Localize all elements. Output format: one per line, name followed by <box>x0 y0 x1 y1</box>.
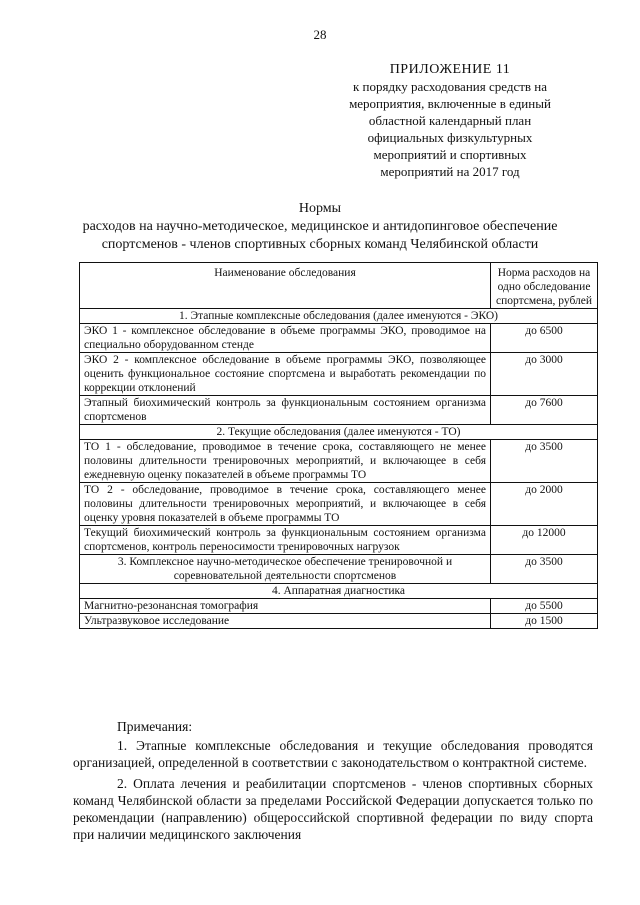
examination-name: ТО 2 - обследование, проводимое в течение срока, составляющего менее половины длительности тренировочных мероприятий, и включающее в себя оценку уровня показателей в объеме программы ТО <box>80 483 491 526</box>
header-norm: Норма расходов на одно обследование спортсмена, рублей <box>491 263 598 309</box>
table-row <box>80 396 598 425</box>
table-row <box>80 526 598 555</box>
section-title: 2. Текущие обследования (далее именуются - ТО) <box>80 425 598 440</box>
examination-name: ЭКО 2 - комплексное обследование в объеме программы ЭКО, позволяющее оценить функциональное состояние спортсмена и выработать рекомендации по коррекции отклонений <box>80 353 491 396</box>
document-subtitle-line: спортсменов - членов спортивных сборных команд Челябинской области <box>101 237 539 252</box>
examination-name: ЭКО 1 - комплексное обследование в объеме программы ЭКО, проводимое на специально оборудованном стенде <box>80 324 491 353</box>
section-title: 1. Этапные комплексные обследования (далее именуются - ЭКО) <box>80 309 598 324</box>
norm-value: до 1500 <box>491 614 598 629</box>
section-title: 4. Аппаратная диагностика <box>80 584 598 599</box>
table-row <box>80 555 598 584</box>
table-row <box>80 614 598 629</box>
examination-name: Текущий биохимический контроль за функциональным состоянием организма спортсменов, контроль переносимости тренировочных нагрузок <box>80 526 491 555</box>
examination-name: 3. Комплексное научно-методическое обеспечение тренировочной и соревновательной деятельности спортсменов <box>80 555 491 584</box>
examination-name: ТО 1 - обследование, проводимое в течение срока, составляющего не менее половины длительности тренировочных мероприятий, и включающее в себя ежедневную оценку показателей в объеме программы ТО <box>80 440 491 483</box>
norm-value: до 7600 <box>491 396 598 425</box>
appendix-title: ПРИЛОЖЕНИЕ 11 <box>389 62 511 77</box>
notes-heading: Примечания: <box>117 719 193 734</box>
appendix-line: мероприятия, включенные в единый <box>349 96 551 111</box>
appendix-line: мероприятий на 2017 год <box>380 164 520 179</box>
appendix-line: областной календарный план <box>368 113 532 128</box>
norm-value: до 3500 <box>491 440 598 483</box>
norms-table <box>79 262 598 629</box>
document-heading: Нормы <box>298 201 342 216</box>
table-row <box>80 483 598 526</box>
appendix-line: мероприятий и спортивных <box>373 147 527 162</box>
table-section-row <box>80 309 598 324</box>
norm-value: до 6500 <box>491 324 598 353</box>
table-row <box>80 353 598 396</box>
table-row <box>80 599 598 614</box>
examination-name: Этапный биохимический контроль за функциональным состоянием организма спортсменов <box>80 396 491 425</box>
table-body <box>80 309 598 629</box>
table-section-row <box>80 584 598 599</box>
notes-section <box>73 718 593 847</box>
table-row <box>80 440 598 483</box>
table-section-row <box>80 425 598 440</box>
appendix-line: официальных физкультурных <box>367 130 533 145</box>
norm-value: до 12000 <box>491 526 598 555</box>
appendix-block <box>330 61 570 180</box>
norm-value: до 3000 <box>491 353 598 396</box>
note-item: 1. Этапные комплексные обследования и текущие обследования проводятся организацией, определенной в соответствии с законодательством о контрактной системе. <box>73 738 593 770</box>
norm-value: до 2000 <box>491 483 598 526</box>
page-number: 28 <box>313 27 327 42</box>
table-row <box>80 324 598 353</box>
norm-value: до 3500 <box>491 555 598 584</box>
examination-name: Магнитно-резонансная томография <box>80 599 491 614</box>
table-header-row <box>80 263 598 309</box>
appendix-line: к порядку расходования средств на <box>352 79 548 94</box>
header-name: Наименование обследования <box>80 263 491 309</box>
document-subtitle-line: расходов на научно-методическое, медицинское и антидопинговое обеспечение <box>82 219 558 234</box>
norm-value: до 5500 <box>491 599 598 614</box>
examination-name: Ультразвуковое исследование <box>80 614 491 629</box>
note-item: 2. Оплата лечения и реабилитации спортсменов - членов спортивных сборных команд Челябинской области за пределами Российской Федерации допускается только по рекомендации (направлению) общероссийской спортивной федерации по виду спорта при наличии медицинского заключения <box>73 776 593 842</box>
document-title <box>60 200 580 254</box>
